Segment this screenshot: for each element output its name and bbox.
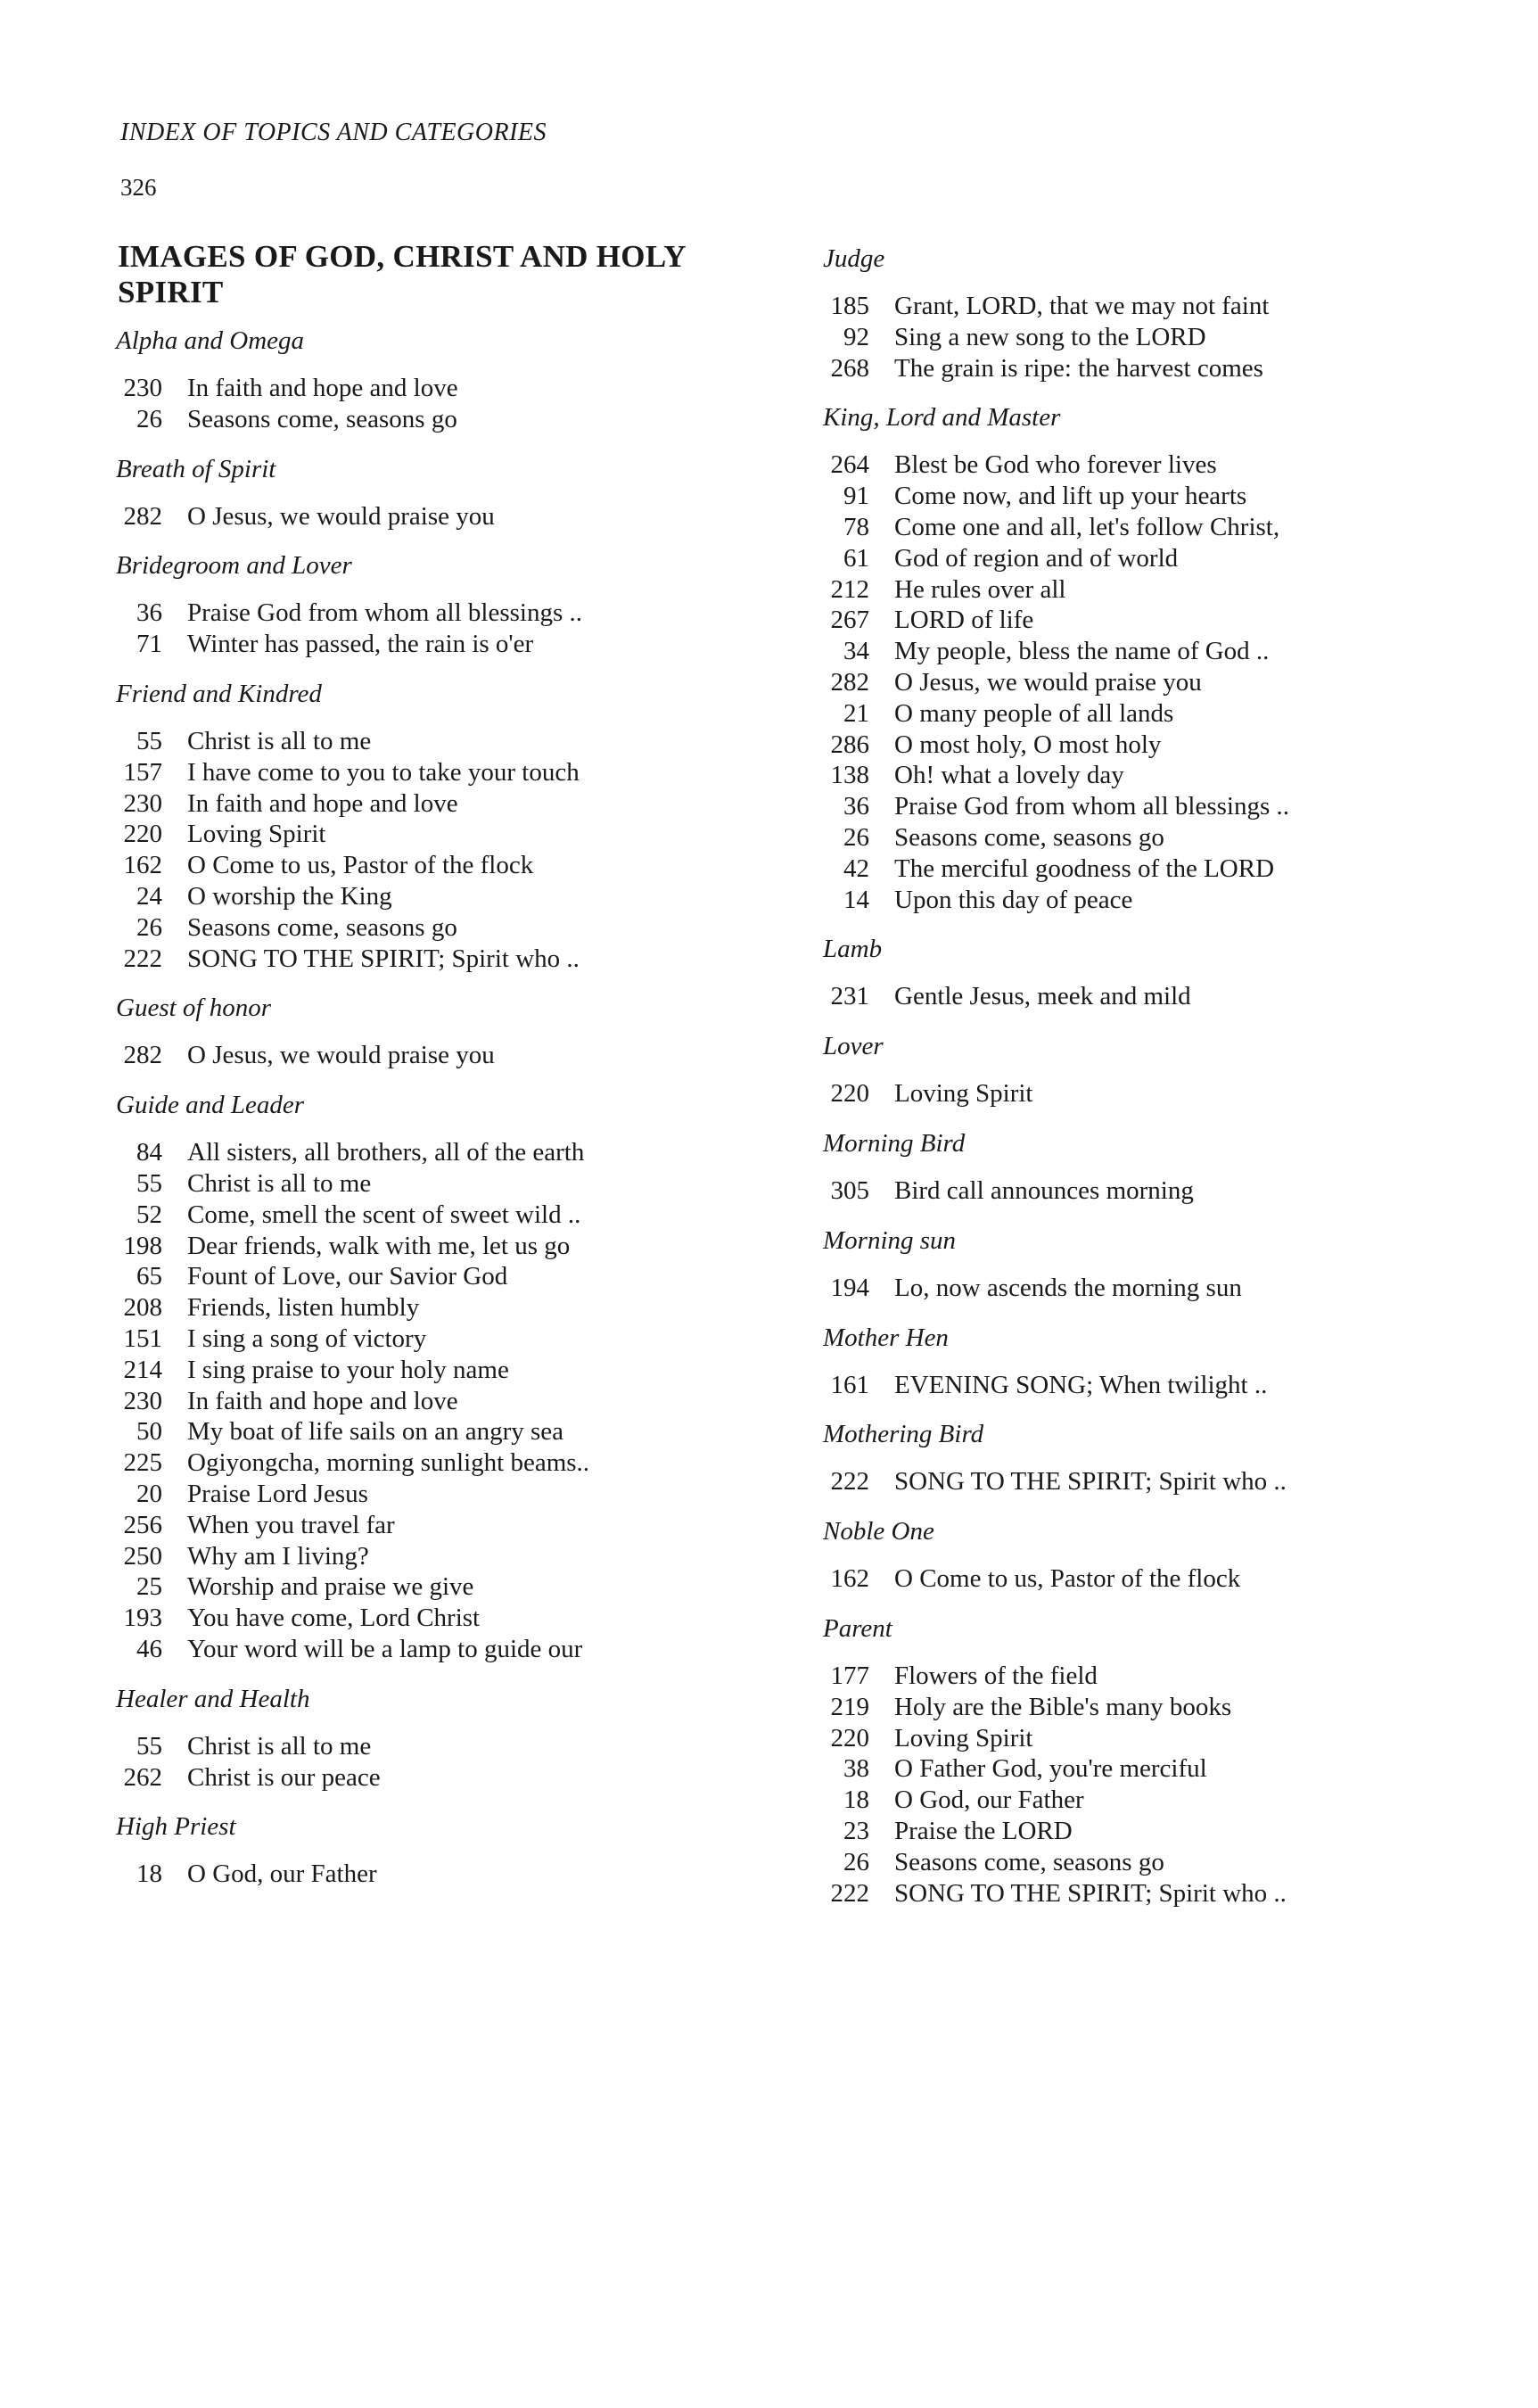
hymn-title: O Come to us, Pastor of the flock	[187, 851, 534, 880]
hymn-title: O worship the King	[187, 881, 392, 911]
hymn-title: Blest be God who forever lives	[894, 450, 1217, 480]
hymn-number: 36	[843, 792, 869, 821]
index-entry	[100, 1416, 777, 1447]
index-entry	[100, 1292, 777, 1324]
hymn-title: Praise the LORD	[894, 1816, 1073, 1845]
hymn-number: 282	[123, 501, 162, 531]
hymn-number: 71	[136, 630, 162, 659]
hymn-title: LORD of life	[894, 606, 1034, 635]
hymn-number: 219	[830, 1692, 869, 1721]
index-entry	[100, 881, 777, 912]
hymn-title: When you travel far	[187, 1510, 395, 1539]
hymn-title: In faith and hope and love	[187, 788, 458, 818]
hymn-title: EVENING SONG; When twilight ..	[894, 1370, 1268, 1399]
hymn-number: 24	[136, 881, 162, 911]
hymn-number: 214	[123, 1355, 162, 1384]
index-entry	[100, 1859, 777, 1890]
hymn-title: In faith and hope and love	[187, 374, 458, 402]
hymn-title: Winter has passed, the rain is o'er	[187, 630, 534, 659]
category-title: Morning Bird	[823, 1128, 966, 1158]
hymn-title: Dear friends, walk with me, let us go	[187, 1231, 571, 1260]
category-block	[807, 1320, 1485, 1401]
hymn-title: Christ is all to me	[187, 726, 372, 755]
category-block	[807, 241, 1485, 383]
category-block	[807, 1611, 1485, 1909]
index-entry	[100, 1168, 777, 1200]
running-header: INDEX OF TOPICS AND CATEGORIES	[120, 119, 547, 146]
hymn-number: 185	[830, 292, 869, 320]
hymn-number: 157	[123, 757, 162, 787]
hymn-title: Loving Spirit	[894, 1723, 1033, 1752]
hymn-title: Come, smell the scent of sweet wild ..	[187, 1200, 581, 1229]
hymn-title: Come now, and lift up your hearts	[894, 482, 1247, 511]
hymn-number: 50	[136, 1417, 162, 1447]
hymn-number: 230	[123, 788, 162, 818]
hymn-number: 20	[136, 1479, 162, 1508]
hymn-number: 52	[136, 1200, 162, 1229]
hymn-number: 91	[843, 482, 869, 511]
index-entry	[100, 1731, 777, 1762]
hymn-number: 92	[843, 322, 869, 351]
hymn-title: Seasons come, seasons go	[894, 822, 1164, 852]
hymn-number: 46	[136, 1634, 162, 1663]
index-entry	[807, 574, 1485, 606]
hymn-title: The grain is ripe: the harvest comes	[894, 353, 1263, 383]
category-block	[100, 451, 777, 532]
category-block	[100, 1809, 777, 1890]
index-entry	[807, 1466, 1485, 1497]
hymn-title: Christ is our peace	[187, 1762, 381, 1792]
index-entry	[807, 291, 1485, 322]
index-entry	[807, 1078, 1485, 1109]
index-entry	[100, 1447, 777, 1479]
index-entry	[100, 1541, 777, 1572]
hymn-number: 151	[123, 1324, 162, 1353]
hymn-number: 65	[136, 1262, 162, 1291]
page-number: 326	[120, 174, 157, 201]
index-entry	[807, 1785, 1485, 1816]
index-entry	[100, 373, 777, 404]
hymn-number: 42	[843, 854, 869, 883]
hymn-number: 194	[830, 1273, 869, 1302]
index-entry	[807, 353, 1485, 384]
category-block	[100, 323, 777, 435]
category-title: Breath of Spirit	[116, 454, 276, 483]
hymn-title: O Jesus, we would praise you	[187, 501, 495, 531]
hymn-number: 250	[123, 1541, 162, 1571]
hymn-number: 267	[830, 606, 869, 635]
category-title: Lover	[823, 1032, 884, 1061]
index-entry	[100, 1324, 777, 1355]
hymn-number: 222	[830, 1467, 869, 1497]
index-entry	[100, 501, 777, 532]
left-column	[100, 239, 777, 1906]
hymn-title: O most holy, O most holy	[894, 730, 1162, 759]
index-entry	[100, 1137, 777, 1168]
hymn-number: 18	[843, 1785, 869, 1815]
category-title: Guest of honor	[116, 994, 271, 1023]
index-entry	[807, 1753, 1485, 1785]
hymn-title: O God, our Father	[894, 1785, 1084, 1815]
hymn-number: 78	[843, 512, 869, 541]
index-entry	[100, 912, 777, 944]
index-entry	[100, 1571, 777, 1603]
hymn-number: 55	[136, 1731, 162, 1761]
category-title: Alpha and Omega	[116, 326, 305, 355]
hymn-title: Upon this day of peace	[894, 885, 1133, 914]
hymn-number: 162	[123, 851, 162, 880]
category-block	[100, 548, 777, 660]
category-title: Judge	[823, 244, 885, 273]
hymn-number: 256	[123, 1510, 162, 1539]
index-entry	[100, 1634, 777, 1665]
hymn-number: 138	[830, 761, 869, 790]
hymn-title: Loving Spirit	[894, 1079, 1033, 1109]
category-block	[100, 990, 777, 1071]
hymn-title: SONG TO THE SPIRIT; Spirit who ..	[187, 944, 580, 973]
index-entry	[807, 1878, 1485, 1909]
hymn-title: O Come to us, Pastor of the flock	[894, 1564, 1241, 1594]
index-entry	[100, 788, 777, 820]
index-entry	[807, 760, 1485, 791]
hymn-number: 193	[123, 1604, 162, 1633]
index-entry	[100, 757, 777, 788]
hymn-title: Bird call announces morning	[894, 1175, 1194, 1205]
hymn-number: 23	[843, 1816, 869, 1845]
hymn-number: 21	[843, 698, 869, 728]
category-block	[807, 400, 1485, 915]
index-entry	[807, 636, 1485, 667]
index-entry	[100, 404, 777, 435]
index-entry	[807, 543, 1485, 574]
hymn-number: 220	[123, 820, 162, 849]
index-entry	[807, 667, 1485, 698]
category-block	[807, 1028, 1485, 1109]
hymn-title: Grant, LORD, that we may not faint	[894, 292, 1270, 320]
hymn-number: 198	[123, 1231, 162, 1260]
hymn-title: Praise Lord Jesus	[187, 1479, 368, 1508]
hymn-number: 38	[843, 1754, 869, 1784]
index-entry	[100, 1603, 777, 1634]
hymn-number: 286	[830, 730, 869, 759]
hymn-number: 231	[830, 982, 869, 1011]
hymn-title: Seasons come, seasons go	[187, 404, 457, 433]
category-block	[100, 1087, 777, 1665]
hymn-title: Friends, listen humbly	[187, 1293, 420, 1323]
hymn-title: I sing a song of victory	[187, 1324, 427, 1353]
index-entry	[807, 1563, 1485, 1595]
hymn-number: 222	[830, 1878, 869, 1908]
category-block	[807, 1126, 1485, 1207]
hymn-title: Loving Spirit	[187, 820, 326, 849]
index-entry	[807, 981, 1485, 1012]
hymn-title: Worship and praise we give	[187, 1572, 474, 1602]
category-block	[807, 1416, 1485, 1497]
hymn-title: SONG TO THE SPIRIT; Spirit who ..	[894, 1878, 1287, 1908]
index-entry	[100, 1231, 777, 1262]
index-entry	[807, 822, 1485, 854]
category-block	[100, 1681, 777, 1794]
hymn-title: Come one and all, let's follow Christ,	[894, 512, 1280, 541]
index-entry	[807, 1661, 1485, 1692]
hymn-title: Gentle Jesus, meek and mild	[894, 982, 1191, 1011]
index-entry	[100, 629, 777, 660]
hymn-title: In faith and hope and love	[187, 1386, 458, 1415]
hymn-number: 230	[123, 374, 162, 402]
category-title: Parent	[823, 1613, 892, 1643]
hymn-number: 208	[123, 1293, 162, 1323]
hymn-number: 18	[136, 1860, 162, 1889]
category-block	[807, 931, 1485, 1012]
index-entry	[807, 512, 1485, 543]
hymn-number: 26	[136, 912, 162, 942]
index-entry	[807, 730, 1485, 761]
category-title: High Priest	[116, 1812, 236, 1842]
left-category-list	[100, 323, 777, 1890]
index-entry	[100, 1479, 777, 1510]
category-title: Bridegroom and Lover	[116, 551, 352, 581]
index-entry	[807, 698, 1485, 730]
index-entry	[807, 1847, 1485, 1878]
category-title: Lamb	[823, 935, 883, 964]
hymn-number: 268	[830, 353, 869, 383]
index-entry	[100, 1355, 777, 1386]
index-entry	[807, 1723, 1485, 1754]
index-entry	[807, 791, 1485, 822]
index-entry	[807, 1370, 1485, 1401]
index-entry	[807, 605, 1485, 636]
category-title: Noble One	[823, 1517, 934, 1546]
index-entry	[807, 481, 1485, 512]
hymn-number: 305	[830, 1175, 869, 1205]
hymn-title: Sing a new song to the LORD	[894, 322, 1206, 351]
category-title: King, Lord and Master	[823, 403, 1061, 433]
index-entry	[807, 1175, 1485, 1207]
hymn-title: SONG TO THE SPIRIT; Spirit who ..	[894, 1467, 1287, 1497]
hymn-number: 25	[136, 1572, 162, 1602]
hymn-number: 220	[830, 1079, 869, 1109]
category-title: Healer and Health	[116, 1684, 310, 1713]
category-title: Morning sun	[823, 1225, 957, 1255]
hymn-number: 264	[830, 450, 869, 480]
hymn-number: 225	[123, 1448, 162, 1478]
category-title: Mother Hen	[823, 1323, 949, 1352]
hymn-title: I sing praise to your holy name	[187, 1355, 509, 1384]
category-block	[100, 676, 777, 974]
index-entry	[807, 1273, 1485, 1304]
category-title: Guide and Leader	[116, 1091, 305, 1120]
hymn-number: 34	[843, 637, 869, 666]
index-entry	[100, 1200, 777, 1231]
category-title: Mothering Bird	[823, 1420, 984, 1449]
index-entry	[100, 1040, 777, 1071]
index-entry	[100, 1510, 777, 1541]
hymn-title: Holy are the Bible's many books	[894, 1692, 1232, 1721]
hymn-title: Christ is all to me	[187, 1168, 372, 1198]
hymn-number: 84	[136, 1138, 162, 1167]
hymn-title: Your word will be a lamp to guide our	[187, 1634, 583, 1663]
hymn-title: My people, bless the name of God ..	[894, 637, 1270, 666]
hymn-title: Why am I living?	[187, 1541, 369, 1571]
hymn-number: 212	[830, 574, 869, 604]
index-entry	[807, 1692, 1485, 1723]
hymn-title: You have come, Lord Christ	[187, 1604, 481, 1633]
hymn-number: 262	[123, 1762, 162, 1792]
hymn-number: 282	[123, 1041, 162, 1070]
hymn-number: 161	[830, 1370, 869, 1399]
hymn-number: 26	[136, 404, 162, 433]
hymn-title: Seasons come, seasons go	[187, 912, 457, 942]
hymn-number: 230	[123, 1386, 162, 1415]
hymn-title: O Jesus, we would praise you	[894, 667, 1202, 697]
hymn-number: 220	[830, 1723, 869, 1752]
index-entry	[100, 1386, 777, 1417]
hymn-number: 55	[136, 1168, 162, 1198]
hymn-title: I have come to you to take your touch	[187, 757, 580, 787]
hymn-number: 162	[830, 1564, 869, 1594]
hymn-title: Christ is all to me	[187, 1731, 372, 1761]
index-entry	[100, 850, 777, 881]
right-category-list	[807, 241, 1485, 1909]
index-entry	[807, 449, 1485, 481]
index-entry	[807, 885, 1485, 916]
hymn-number: 55	[136, 726, 162, 755]
hymn-number: 222	[123, 944, 162, 973]
index-entry	[100, 726, 777, 757]
index-entry	[100, 944, 777, 975]
right-column	[807, 241, 1485, 1925]
section-title: IMAGES OF GOD, CHRIST AND HOLY SPIRIT	[118, 239, 686, 309]
index-entry	[100, 1261, 777, 1292]
category-title: Friend and Kindred	[116, 679, 322, 708]
category-block	[807, 1513, 1485, 1595]
hymn-number: 36	[136, 598, 162, 628]
hymn-number: 177	[830, 1661, 869, 1690]
hymn-title: My boat of life sails on an angry sea	[187, 1417, 564, 1447]
category-block	[807, 1223, 1485, 1304]
hymn-number: 26	[843, 1847, 869, 1876]
index-entry	[807, 1816, 1485, 1847]
hymn-title: Oh! what a lovely day	[894, 761, 1124, 790]
hymn-title: O Father God, you're merciful	[894, 1754, 1207, 1784]
index-entry	[807, 322, 1485, 353]
hymn-title: O Jesus, we would praise you	[187, 1041, 495, 1070]
hymn-title: Ogiyongcha, morning sunlight beams..	[187, 1448, 590, 1478]
index-entry	[807, 854, 1485, 885]
hymn-title: Seasons come, seasons go	[894, 1847, 1164, 1876]
hymn-number: 26	[843, 822, 869, 852]
hymn-number: 14	[843, 885, 869, 914]
hymn-title: Praise God from whom all blessings ..	[187, 598, 583, 628]
index-entry	[100, 1762, 777, 1794]
hymn-number: 61	[843, 543, 869, 573]
hymn-title: Praise God from whom all blessings ..	[894, 792, 1290, 821]
hymn-title: Fount of Love, our Savior God	[187, 1262, 508, 1291]
hymn-title: The merciful goodness of the LORD	[894, 854, 1275, 883]
index-entry	[100, 819, 777, 850]
hymn-title: O God, our Father	[187, 1860, 377, 1889]
hymn-title: O many people of all lands	[894, 698, 1174, 728]
index-entry	[100, 598, 777, 629]
hymn-title: He rules over all	[894, 574, 1066, 604]
hymn-title: God of region and of world	[894, 543, 1179, 573]
hymn-title: Lo, now ascends the morning sun	[894, 1273, 1242, 1302]
hymn-number: 282	[830, 667, 869, 697]
hymn-title: All sisters, all brothers, all of the earth	[187, 1138, 585, 1167]
hymn-title: Flowers of the field	[894, 1661, 1098, 1690]
